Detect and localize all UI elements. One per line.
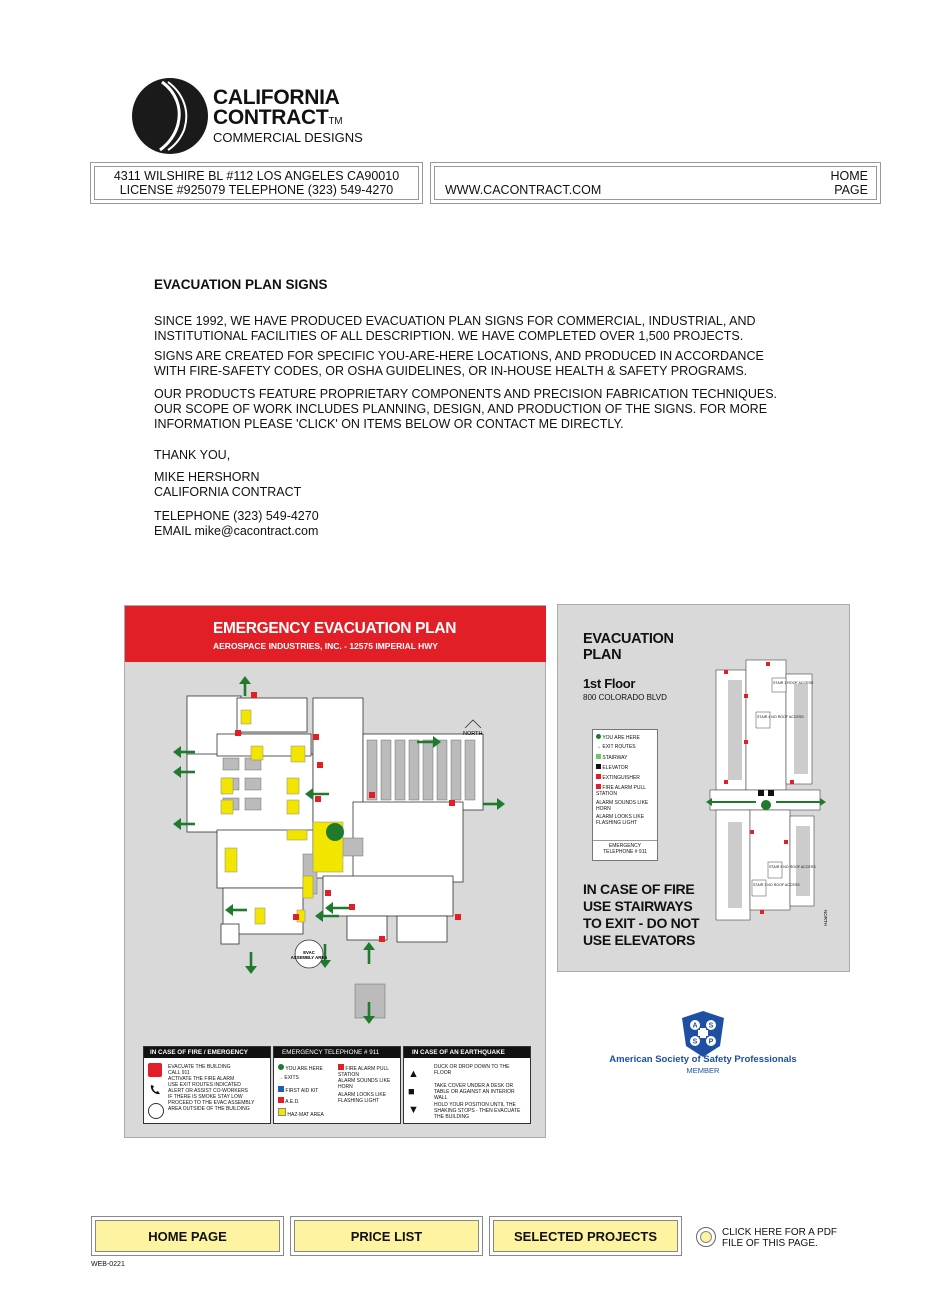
legend-earthquake-title: IN CASE OF AN EARTHQUAKE <box>404 1047 530 1058</box>
paragraph-1: SINCE 1992, WE HAVE PRODUCED EVACUATION PLAN SIGNS FOR COMMERCIAL, INDUSTRIAL, AND INSTITUTIONAL FACILITIES OF ALL DESCRIPTION. WE HAVE COMPLETED OVER 1,500 PROJECTS. <box>154 314 756 343</box>
poster-subtitle: AEROSPACE INDUSTRIES, INC. - 12575 IMPERIAL HWY <box>213 641 438 651</box>
pdf-download-link[interactable]: CLICK HERE FOR A PDF FILE OF THIS PAGE. <box>722 1227 838 1249</box>
paragraph-3: OUR PRODUCTS FEATURE PROPRIETARY COMPONENTS AND PRECISION FABRICATION TECHNIQUES. OUR SCOPE OF WORK INCLUDES PLANNING, DESIGN, AND PRODUCTION OF THE SIGNS. FOR MORE INFORMATION PLEASE 'CLICK' ON ITEMS BELOW OR CONTACT ME DIRECTLY. <box>154 387 777 431</box>
legend-symbol-list: YOU ARE HERE → EXITS FIRST AID KIT A.E.D. HAZ-MAT AREA <box>278 1066 324 1118</box>
north-indicator <box>463 720 482 737</box>
selected-projects-button-label: SELECTED PROJECTS <box>493 1220 678 1252</box>
selected-projects-button[interactable] <box>489 1216 682 1256</box>
svg-text:NORTH: NORTH <box>463 731 483 737</box>
sign2-warning: IN CASE OF FIRE USE STAIRWAYS TO EXIT - DO NOT USE ELEVATORS <box>583 881 700 948</box>
legend-alarm-list: FIRE ALARM PULL STATION ALARM SOUNDS LIKE HORN ALARM LOOKS LIKE FLASHING LIGHT <box>338 1066 391 1104</box>
fire-alarm-icon <box>148 1063 162 1077</box>
pdf-radio-icon[interactable] <box>696 1227 716 1247</box>
price-list-button-label: PRICE LIST <box>294 1220 479 1252</box>
poster-title: EMERGENCY EVACUATION PLAN <box>213 620 457 637</box>
company-logo-mark <box>132 78 208 154</box>
website-link[interactable]: WWW.CACONTRACT.COM <box>445 183 602 197</box>
sign2-address: 800 COLORADO BLVD <box>583 693 667 702</box>
price-list-button[interactable] <box>290 1216 483 1256</box>
sign2-legend: YOU ARE HERE → EXIT ROUTES STAIRWAY ELEVATOR EXTINGUISHER FIRE ALARM PULL STATION ALARM SOUNDS LIKE HORN ALARM LOOKS LIKE FLASHING LIGHT EMERGENCY TELEPHONE # 911 <box>592 729 658 861</box>
contact-box <box>90 162 423 204</box>
assp-member: MEMBER <box>686 1066 720 1075</box>
address-text: 4311 WILSHIRE BL #112 LOS ANGELES CA90010 <box>113 169 400 183</box>
logo-tagline: COMMERCIAL DESIGNS <box>213 130 363 145</box>
legend-symbols-title: EMERGENCY TELEPHONE # 911 <box>274 1047 400 1058</box>
assembly-area-icon <box>148 1103 164 1119</box>
page-code: WEB-0221 <box>91 1261 125 1268</box>
evac-assembly-area <box>291 940 328 968</box>
logo-line-1: CALIFORNIA <box>213 86 340 109</box>
thank-you: THANK YOU, <box>154 448 231 462</box>
legend-fire-emergency <box>143 1046 271 1124</box>
svg-text:P: P <box>708 1038 714 1046</box>
home-page-button-label: HOME PAGE <box>95 1220 280 1252</box>
evacuation-plan-poster[interactable] <box>124 605 546 1138</box>
contact-details: TELEPHONE (323) 549-4270 EMAIL mike@cacontract.com <box>154 509 319 538</box>
logo-line-2: CONTRACTTM <box>213 106 343 129</box>
svg-text:S: S <box>708 1022 714 1030</box>
home-page-button[interactable] <box>91 1216 284 1256</box>
legend-fire-steps: EVACUATE THE BUILDING CALL 911 ACTIVATE THE FIRE ALARM USE EXIT ROUTES INDICATED ALERT OR ASSIST CO-WORKERS IF THERE IS SMOKE STAY LOW PROCEED TO THE EVAC ASSEMBLY AREA OUTSIDE OF THE BUILDING <box>168 1064 255 1112</box>
earthquake-icons: ▲ ■ ▼ <box>408 1068 419 1116</box>
svg-text:S: S <box>692 1038 698 1046</box>
svg-text:NORTH: NORTH <box>823 910 828 926</box>
legend-earthquake-steps: DUCK OR DROP DOWN TO THE FLOOR TAKE COVER UNDER A DESK OR TABLE OR AGAINST AN INTERIOR WALL HOLD YOUR POSITION UNTIL THE SHAKING STOPS - THEN EVACUATE THE BUILDING <box>434 1064 521 1120</box>
svg-text:STAIR 5 NO ROOF ACCESS: STAIR 5 NO ROOF ACCESS <box>769 865 816 869</box>
sign2-title: EVACUATION PLAN <box>583 631 674 663</box>
svg-text:EVAC: EVAC <box>303 950 315 955</box>
floor-plan-map <box>125 662 546 1042</box>
you-are-here-marker <box>326 823 344 841</box>
paragraph-2: SIGNS ARE CREATED FOR SPECIFIC YOU-ARE-HERE LOCATIONS, AND PRODUCED IN ACCORDANCE WITH FIRE-SAFETY CODES, OR OSHA GUIDELINES, OR IN-HOUSE HEALTH & SAFETY PROGRAMS. <box>154 349 764 378</box>
evacuation-plan-sign-floor1[interactable] <box>557 604 850 972</box>
legend-symbols <box>273 1046 401 1124</box>
assp-name: American Society of Safety Professionals <box>609 1054 797 1065</box>
page-heading: EVACUATION PLAN SIGNS <box>154 277 328 292</box>
poster-header <box>125 606 546 662</box>
legend-earthquake <box>403 1046 531 1124</box>
phone-icon <box>148 1083 162 1097</box>
svg-text:STAIR 4 NO ROOF ACCESS: STAIR 4 NO ROOF ACCESS <box>757 715 804 719</box>
website-box <box>430 162 881 204</box>
legend-fire-emergency-title: IN CASE OF FIRE / EMERGENCY <box>144 1047 270 1058</box>
svg-text:STAIR 3 NO ROOF ACCESS: STAIR 3 NO ROOF ACCESS <box>753 883 800 887</box>
license-text: LICENSE #925079 TELEPHONE (323) 549-4270 <box>119 183 394 197</box>
sign2-floor: 1st Floor <box>583 676 636 691</box>
signature: MIKE HERSHORN CALIFORNIA CONTRACT <box>154 470 302 499</box>
sign2-floor-map <box>698 640 846 930</box>
assp-shield-icon <box>680 1010 726 1058</box>
svg-text:A: A <box>692 1022 698 1030</box>
home-page-link[interactable]: HOME PAGE <box>830 169 868 197</box>
svg-text:ASSEMBLY AREA: ASSEMBLY AREA <box>290 955 328 960</box>
svg-text:STAIR 1 ROOF ACCESS: STAIR 1 ROOF ACCESS <box>773 681 814 685</box>
